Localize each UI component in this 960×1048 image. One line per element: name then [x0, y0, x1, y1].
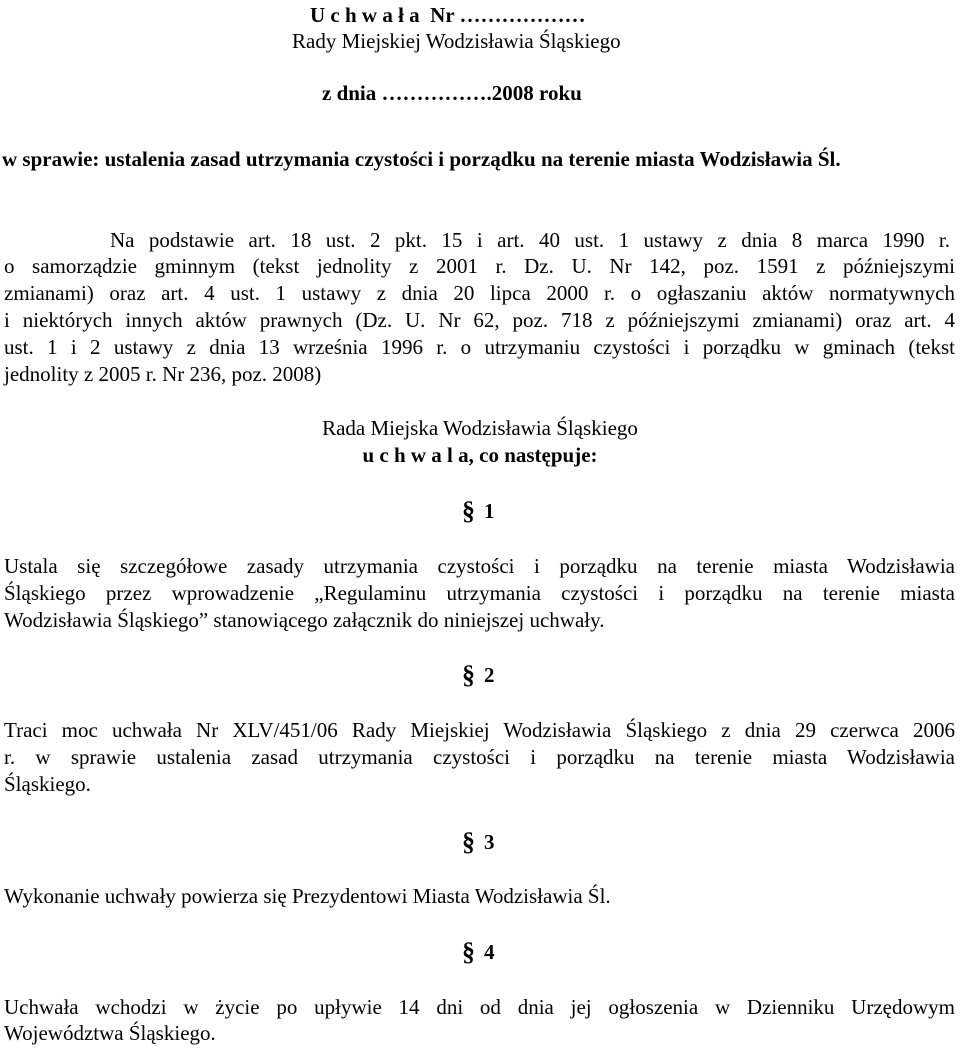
legal-basis-line: i niektórych innych aktów prawnych (Dz. U. Nr 62, poz. 718 z późniejszymi zmianami) oraz art. 4 — [4, 308, 955, 332]
subject-text: ustalenia zasad utrzymania czystości i porządku na terenie miasta Wodzisławia Śl. — [104, 147, 841, 171]
section-2-line: r. w sprawie ustalenia zasad utrzymania czystości i porządku na terenie miasta Wodzisławia — [4, 745, 955, 769]
subject-line — [2, 146, 841, 172]
legal-basis-line: zmianami) oraz art. 4 ust. 1 ustawy z dnia 20 lipca 2000 r. o ogłaszaniu aktów normatywnych — [4, 281, 955, 305]
legal-basis-line: ust. 1 i 2 ustawy z dnia 13 września 1996 r. o utrzymaniu czystości i porządku w gminach (tekst — [4, 335, 955, 359]
section-sign-1: § — [462, 496, 475, 525]
resolves-heading: u c h w a l a, co następuje: — [362, 443, 598, 467]
section-sign-4: § — [462, 937, 475, 966]
section-1-line: Ustala się szczegółowe zasady utrzymania czystości i porządku na terenie miasta Wodzisławia — [4, 554, 955, 578]
document-date: z dnia …………….2008 roku — [322, 81, 582, 105]
section-number-4: 4 — [484, 940, 495, 964]
section-number-3: 3 — [484, 830, 495, 854]
section-1-line: Śląskiego przez wprowadzenie „Regulaminu utrzymania czystości i porządku na terenie miasta — [4, 581, 955, 605]
issuing-council: Rady Miejskiej Wodzisławia Śląskiego — [292, 29, 621, 53]
subject-prefix: w sprawie: — [2, 147, 100, 171]
section-number-1: 1 — [484, 499, 495, 523]
legal-basis-line: o samorządzie gminnym (tekst jednolity z 2001 r. Dz. U. Nr 142, poz. 1591 z późniejszymi — [4, 254, 955, 278]
legal-basis-line: Na podstawie art. 18 ust. 2 pkt. 15 i art. 40 ust. 1 ustawy z dnia 8 marca 1990 r. — [110, 228, 950, 252]
section-4-line: Województwa Śląskiego. — [4, 1021, 216, 1045]
document-title: U c h w a ł a Nr ……………… — [310, 3, 586, 27]
section-number-2: 2 — [484, 663, 495, 687]
section-4-line: Uchwała wchodzi w życie po upływie 14 dni od dnia jej ogłoszenia w Dzienniku Urzędowym — [4, 995, 955, 1019]
section-2-line: Śląskiego. — [4, 772, 91, 796]
council-name: Rada Miejska Wodzisławia Śląskiego — [322, 416, 638, 440]
section-sign-3: § — [462, 827, 475, 856]
legal-basis-line: jednolity z 2005 r. Nr 236, poz. 2008) — [4, 362, 322, 386]
section-sign-2: § — [462, 660, 475, 689]
section-1-line: Wodzisławia Śląskiego” stanowiącego załącznik do niniejszej uchwały. — [4, 608, 605, 632]
section-3-line: Wykonanie uchwały powierza się Prezydentowi Miasta Wodzisławia Śl. — [4, 884, 611, 908]
section-2-line: Traci moc uchwała Nr XLV/451/06 Rady Miejskiej Wodzisławia Śląskiego z dnia 29 czerwca 2006 — [4, 718, 955, 742]
